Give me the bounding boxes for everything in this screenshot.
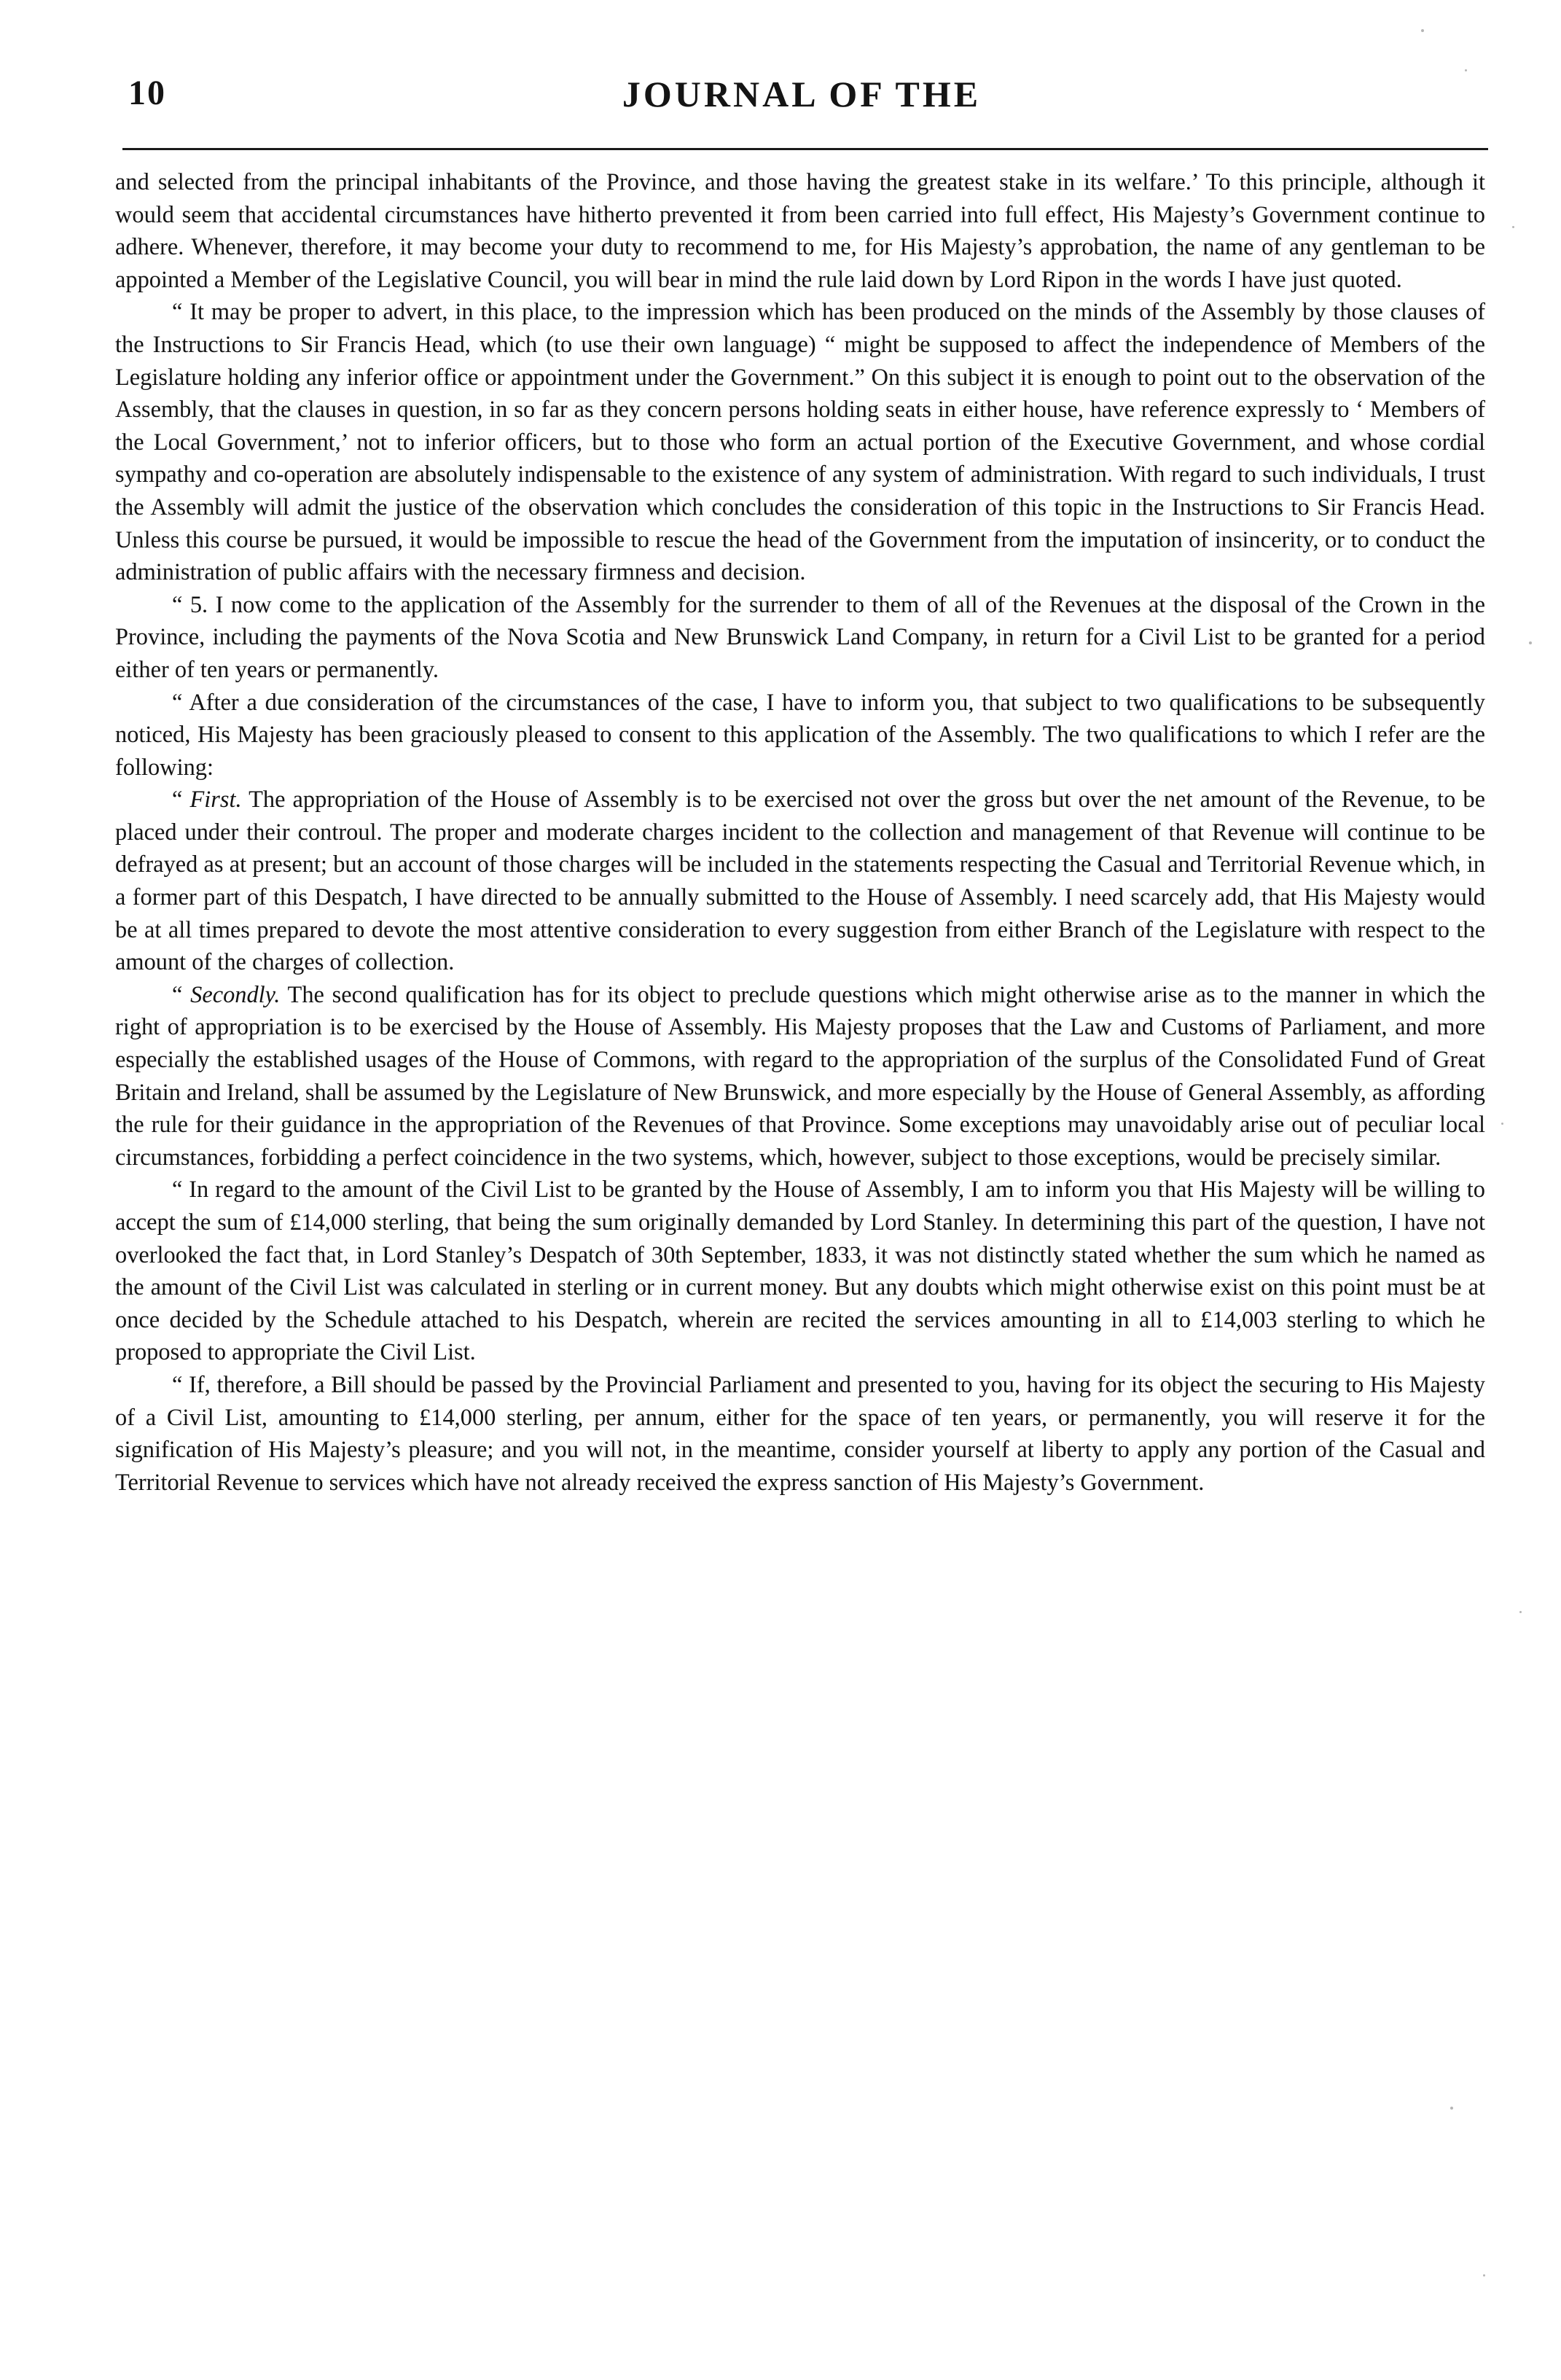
running-title: JOURNAL OF THE xyxy=(622,74,982,114)
scan-speck xyxy=(1519,1611,1522,1613)
paragraph-instructions: “ It may be proper to advert, in this place, to the impression which has been produced on the minds of the Assembly by those clauses of the Instructions to Sir Francis Head, which (to use their own language) “ might be supposed to affect the independence of Members of the Legislature holding any inferior office or appointment under the Government.” On this subject it is enough to point out to the observation of the Assembly, that the clauses in question, in so far as they concern persons holding seats in either house, have reference expressly to ‘ Members of the Local Government,’ not to inferior officers, but to those who form an actual portion of the Executive Government, and whose cordial sympathy and co-operation are absolutely indispensable to the existence of any system of administration. With regard to such individuals, I trust the Assembly will admit the justice of the observation which concludes the consideration of this topic in the Instructions to Sir Francis Head. Unless this course be pursued, it would be impossible to rescue the head of the Government from the imputation of insincerity, or to conduct the administration of public affairs with the necessary firmness and decision. xyxy=(115,299,1485,586)
paragraph-first-qualification: “ First. The appropriation of the House of Assembly is to be exercised not over the gross but over the net amount of the Revenue, to be placed under their controul. The proper and moderate charges incident to the collection and management of that Revenue will continue to be defrayed as at present; but an account of those charges will be included in the statements respecting the Casual and Territorial Revenue which, in a former part of this Despatch, I have directed to be annually submitted to the House of Assembly. I need scarcely add, that His Majesty would be at all times prepared to devote the most attentive consideration to every suggestion from either Branch of the Legislature with respect to the amount of the charges of collection. xyxy=(115,787,1485,976)
paragraph-continuation: and selected from the principal inhabitants of the Province, and those having the greatest stake in its welfare.’ To this principle, although it would seem that accidental circumstances have hitherto prevented it from been carried into full effect, His Majesty’s Government continue to adhere. Whenever, therefore, it may become your duty to recommend to me, for His Majesty’s approbation, the name of any gentleman to be appointed a Member of the Legislative Council, you will bear in mind the rule laid down by Lord Ripon in the words I have just quoted. xyxy=(115,169,1485,293)
paragraph-bill-reservation: “ If, therefore, a Bill should be passed by the Provincial Parliament and presented to you, having for its object the securing to His Majesty of a Civil List, amounting to £14,000 sterling, per annum, either for the space of ten years, or permanently, you will reserve it for the signification of His Majesty’s pleasure; and you will not, in the meantime, consider yourself at liberty to apply any portion of the Casual and Territorial Revenue to services which have not already received the express sanction of His Majesty’s Government. xyxy=(115,1371,1485,1496)
scan-speck xyxy=(1501,1123,1503,1125)
first-lead: First. xyxy=(189,787,242,814)
secondly-lead: Secondly. xyxy=(190,981,281,1008)
scan-speck xyxy=(1421,29,1424,32)
scan-speck xyxy=(1465,69,1467,71)
body-text xyxy=(115,166,1485,1499)
paragraph-second-qualification: “ Secondly. The second qualification has for its object to preclude questions which might otherwise arise as to the manner in which the right of appropriation is to be exercised by the House of Assembly. His Majesty proposes that the Law and Customs of Parliament, and more especially the established usages of the House of Commons, with regard to the appropriation of the surplus of the Consolidated Fund of Great Britain and Ireland, shall be assumed by the Legislature of New Brunswick, and more especially by the House of General Assembly, as affording the rule for their guidance in the appropriation of the Revenues of that Province. Some exceptions may unavoidably arise out of peculiar local circumstances, forbidding a perfect coincidence in the two systems, which, however, subject to those exceptions, would be precisely similar. xyxy=(115,981,1485,1171)
page-header xyxy=(115,73,1488,124)
scan-speck xyxy=(1529,641,1532,644)
page-number: 10 xyxy=(128,74,166,112)
scan-speck xyxy=(1450,2107,1453,2110)
paragraph-qualifications-intro: “ After a due consideration of the circumstances of the case, I have to inform you, that subject to two qualifications to be subsequently noticed, His Majesty has been graciously pleased to consent to this application of the Assembly. The two qualifications to which I refer are the following: xyxy=(115,689,1485,781)
paragraph-section-5: “ 5. I now come to the application of the Assembly for the surrender to them of all of the Revenues at the disposal of the Crown in the Province, including the payments of the Nova Scotia and New Brunswick Land Company, in return for a Civil List to be granted for a period either of ten years or permanently. xyxy=(115,591,1485,683)
scan-speck xyxy=(1483,2274,1485,2276)
header-rule xyxy=(122,148,1488,150)
paragraph-civil-list-amount: “ In regard to the amount of the Civil List to be granted by the House of Assembly, I am to inform you that His Majesty will be willing to accept the sum of £14,000 sterling, that being the sum originally demanded by Lord Stanley. In determining this part of the question, I have not overlooked the fact that, in Lord Stanley’s Despatch of 30th September, 1833, it was not distinctly stated whether the sum which he named as the amount of the Civil List was calculated in sterling or in current money. But any doubts which might otherwise exist on this point must be at once decided by the Schedule attached to his Despatch, wherein are recited the services amounting in all to £14,003 sterling to which he proposed to appropriate the Civil List. xyxy=(115,1177,1485,1366)
scan-speck xyxy=(1512,226,1514,228)
